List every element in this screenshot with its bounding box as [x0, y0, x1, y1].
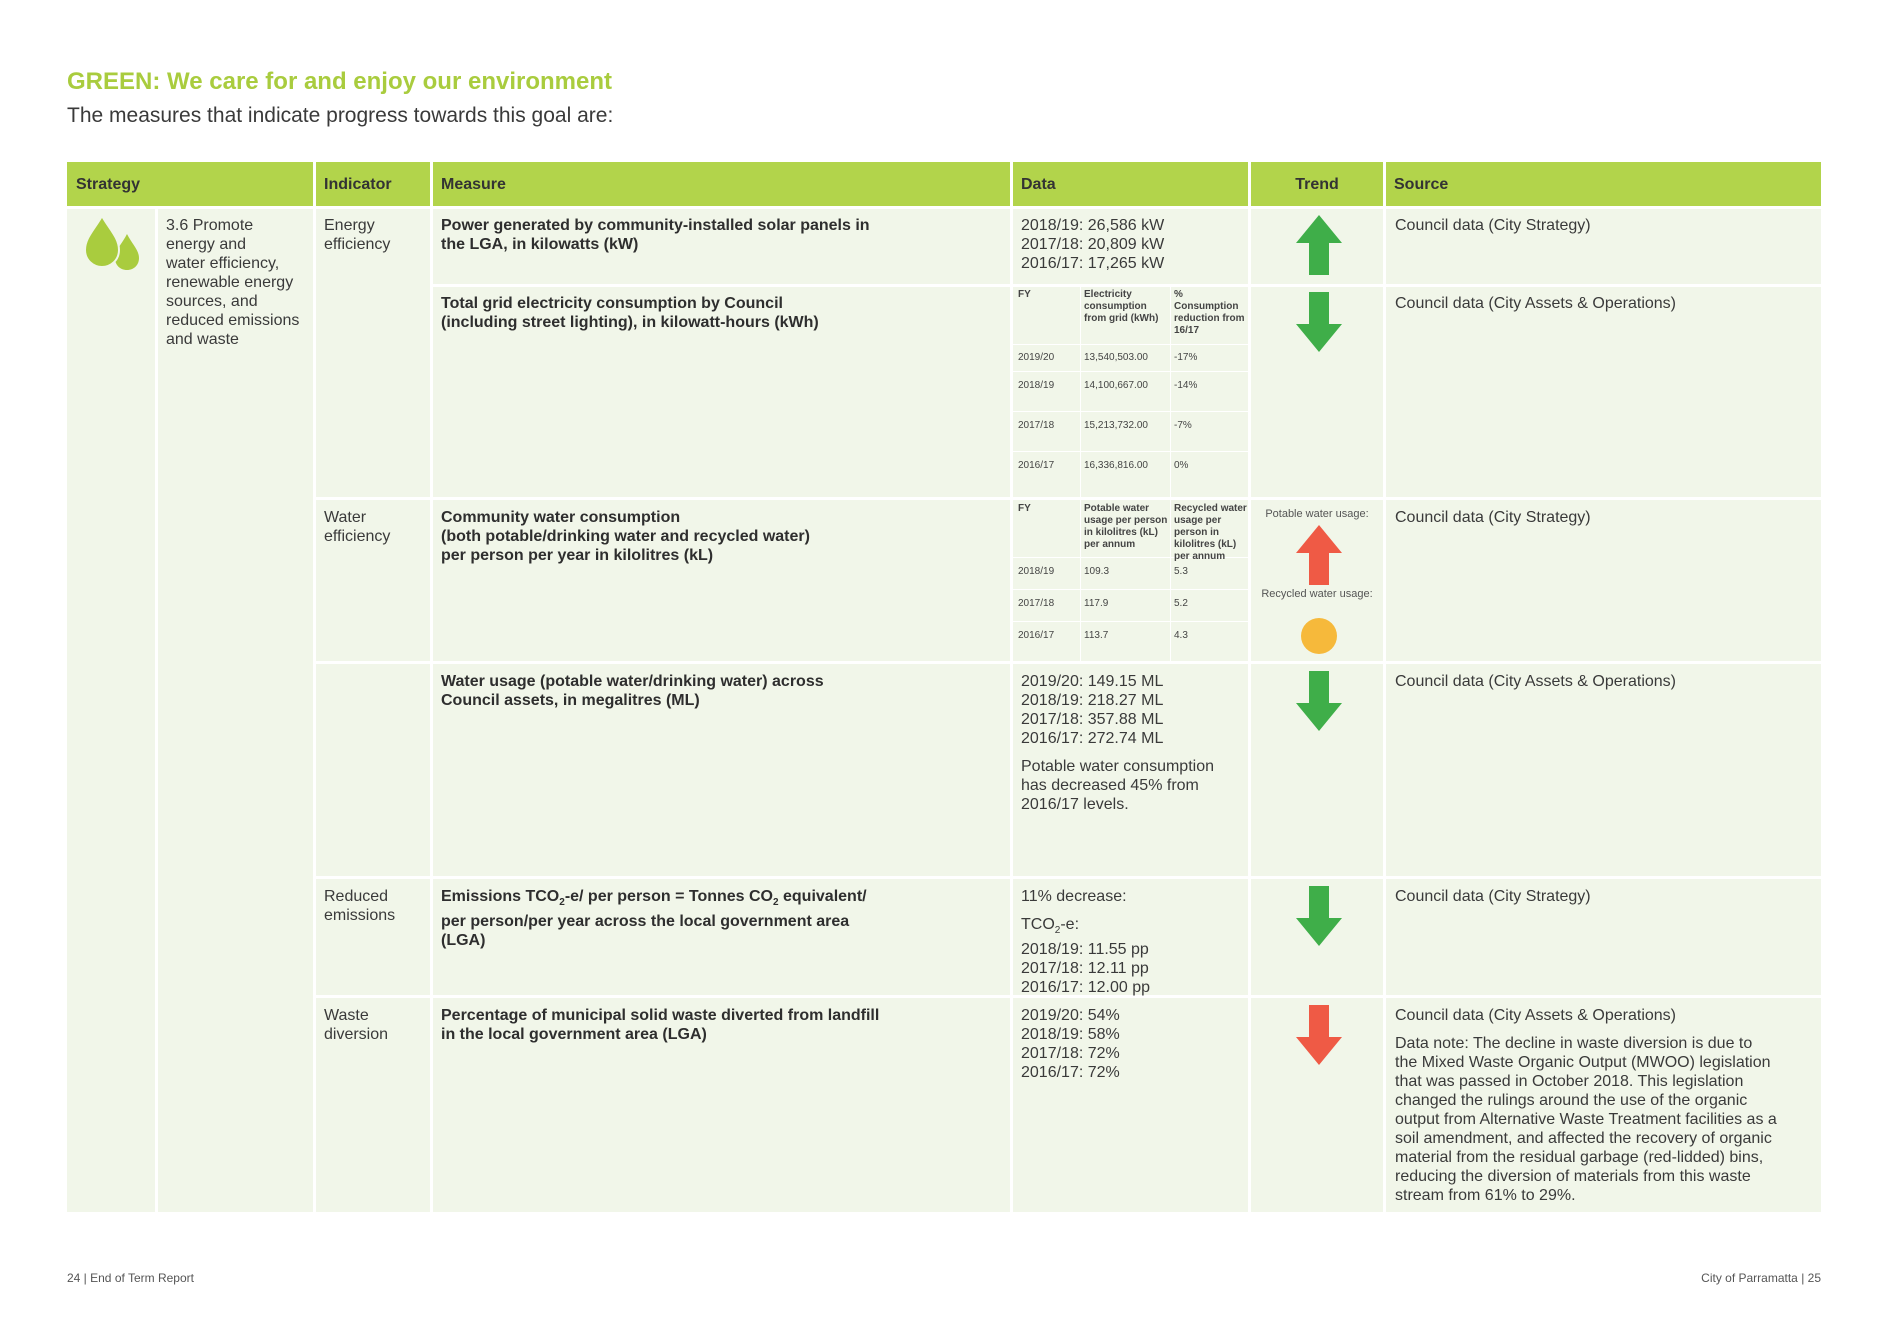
water-row-potable: 117.9: [1084, 598, 1109, 609]
water-row-potable: 113.7: [1084, 630, 1109, 641]
mini-table-divider: [1170, 500, 1171, 661]
indicator-column: [316, 209, 430, 1212]
grid-row-reduction: -7%: [1174, 420, 1192, 431]
measure-column: [433, 209, 1010, 1212]
source-solar: Council data (City Strategy): [1395, 217, 1591, 234]
page-title: GREEN: We care for and enjoy our environment: [67, 68, 612, 95]
trend-up-arrow-red-icon: [1296, 525, 1342, 585]
water-row-fy: 2018/19: [1018, 566, 1055, 577]
grid-row-fy: 2018/19: [1018, 380, 1055, 391]
grid-table-header-reduction: % Consumption reduction from 16/17: [1174, 289, 1245, 336]
water-row-potable: 109.3: [1084, 566, 1110, 577]
water-row-fy: 2016/17: [1018, 630, 1055, 641]
water-table-header-recycled: Recycled water usage per person in kilolitres (kL) per annum: [1174, 503, 1247, 562]
water-row-recycled: 4.3: [1174, 630, 1188, 641]
measure-waste: Percentage of municipal solid waste diverted from landfill in the local government area (LGA): [441, 1007, 880, 1043]
row-divider: [316, 497, 1821, 500]
waste-data-note: Data note: The decline in waste diversion is due to the Mixed Waste Organic Output (MWOO) legislation that was passed in October 2018. This legislation changed the rulings around the use of the organic output from Alternative Waste Treatment facilities as a soil amendment, and affected the recovery of organic material from the residual garbage (red-lidded) bins, reducing the diversion of materials from this waste stream from 61% to 29%.: [1395, 1035, 1777, 1204]
water-table-header-potable: Potable water usage per person in kilolitres (kL) per annum: [1084, 503, 1168, 550]
trend-down-arrow-red-icon: [1296, 1005, 1342, 1065]
data-emissions: 11% decrease: $TCO_2-e$: 2018/19: 11.55 pp 2017/18: 12.11 pp 2016/17: 12.00 pp: [1021, 888, 1151, 997]
mini-table-divider: [1013, 411, 1248, 412]
trend-label-recycled: Recycled water usage:: [1261, 588, 1373, 600]
grid-row-kwh: 14,100,667.00: [1084, 380, 1148, 391]
mini-table-divider: [1013, 344, 1248, 345]
grid-row-reduction: -17%: [1174, 352, 1198, 363]
grid-row-reduction: 0%: [1174, 460, 1189, 471]
source-community-water: Council data (City Strategy): [1395, 509, 1591, 526]
row-divider: [316, 661, 1821, 664]
indicator-emissions: Reduced emissions: [324, 888, 396, 924]
indicator-water: Water efficiency: [324, 509, 391, 545]
grid-table-header-fy: FY: [1018, 289, 1031, 300]
grid-row-kwh: 13,540,503.00: [1084, 352, 1148, 363]
mini-table-divider: [1013, 621, 1248, 622]
council-water-note: Potable water consumption has decreased 45% from 2016/17 levels.: [1021, 758, 1214, 813]
grid-row-reduction: -14%: [1174, 380, 1198, 391]
mini-table-divider: [1013, 371, 1248, 372]
row-divider: [316, 876, 1821, 879]
trend-up-arrow-icon: [1296, 215, 1342, 275]
header-trend: Trend: [1251, 162, 1383, 206]
row-divider: [433, 284, 1821, 287]
grid-row-fy: 2016/17: [1018, 460, 1055, 471]
mini-table-divider: [1013, 451, 1248, 452]
data-council-water: 2019/20: 149.15 ML 2018/19: 218.27 ML 2017/18: 357.88 ML 2016/17: 272.74 ML Potable water consumption has decreased 45% from 2016/17 levels.: [1021, 673, 1214, 813]
footer-right: City of Parramatta | 25: [1701, 1271, 1821, 1285]
water-row-fy: 2017/18: [1018, 598, 1055, 609]
data-solar: 2018/19: 26,586 kW 2017/18: 20,809 kW 2016/17: 17,265 kW: [1021, 217, 1165, 272]
indicator-waste: Waste diversion: [324, 1007, 389, 1043]
trend-down-arrow-icon: [1296, 292, 1342, 352]
source-emissions: Council data (City Strategy): [1395, 888, 1591, 905]
grid-row-kwh: 15,213,732.00: [1084, 420, 1148, 431]
water-row-recycled: 5.3: [1174, 566, 1188, 577]
water-table-header-fy: FY: [1018, 503, 1031, 514]
header-source: Source: [1386, 162, 1821, 206]
measure-grid: Total grid electricity consumption by Council (including street lighting), in kilowatt-hours (kWh): [441, 295, 819, 331]
indicator-energy: Energy efficiency: [324, 217, 391, 253]
source-waste: Council data (City Assets & Operations) Data note: The decline in waste diversion is due to the Mixed Waste Organic Output (MWOO) legislation that was passed in October 2018. This legislation changed the rulings around the use of the organic output from Alternative Waste Treatment facilities as a soil amendment, and affected the recovery of organic material from the residual garbage (red-lidded) bins, reducing the diversion of materials from this waste stream from 61% to 29%.: [1395, 1006, 1820, 1205]
measure-council-water: Water usage (potable water/drinking water) across Council assets, in megalitres (ML): [441, 673, 824, 709]
source-grid: Council data (City Assets & Operations): [1395, 295, 1677, 312]
header-strategy: Strategy: [67, 162, 313, 206]
footer-left: 24 | End of Term Report: [67, 1271, 194, 1285]
source-council-water: Council data (City Assets & Operations): [1395, 673, 1677, 690]
strategy-text-cell: [158, 209, 313, 1212]
page-subtitle: The measures that indicate progress towards this goal are:: [67, 104, 614, 127]
strategy-icon-cell: [67, 209, 155, 1212]
mini-table-divider: [1013, 589, 1248, 590]
mini-table-divider: [1080, 287, 1081, 497]
water-drops-icon: [82, 214, 142, 272]
grid-table-header-kwh: Electricity consumption from grid (kWh): [1084, 289, 1159, 324]
header-data: Data: [1013, 162, 1248, 206]
data-waste: 2019/20: 54% 2018/19: 58% 2017/18: 72% 2016/17: 72%: [1021, 1007, 1120, 1081]
grid-row-fy: 2017/18: [1018, 420, 1055, 431]
header-indicator: Indicator: [316, 162, 430, 206]
header-measure: Measure: [433, 162, 1010, 206]
grid-row-kwh: 16,336,816.00: [1084, 460, 1148, 471]
measure-emissions: Emissions $TCO_2-e/$ per person = Tonnes $CO_2$ equivalent/ per person/per year across the local government area (LGA): [441, 888, 867, 950]
measure-community-water: Community water consumption (both potable/drinking water and recycled water) per person per year in kilolitres (kL): [441, 509, 810, 564]
trend-neutral-dot-icon: [1301, 618, 1337, 654]
grid-row-fy: 2019/20: [1018, 352, 1055, 363]
measure-solar: Power generated by community-installed solar panels in the LGA, in kilowatts (kW): [441, 217, 870, 253]
mini-table-divider: [1170, 287, 1171, 497]
strategy-description: 3.6 Promote energy and water efficiency, renewable energy sources, and reduced emissions and waste: [166, 217, 300, 348]
mini-table-divider: [1080, 500, 1081, 661]
water-row-recycled: 5.2: [1174, 598, 1188, 609]
trend-down-arrow-icon: [1296, 886, 1342, 946]
trend-down-arrow-icon: [1296, 671, 1342, 731]
trend-label-potable: Potable water usage:: [1265, 508, 1369, 520]
